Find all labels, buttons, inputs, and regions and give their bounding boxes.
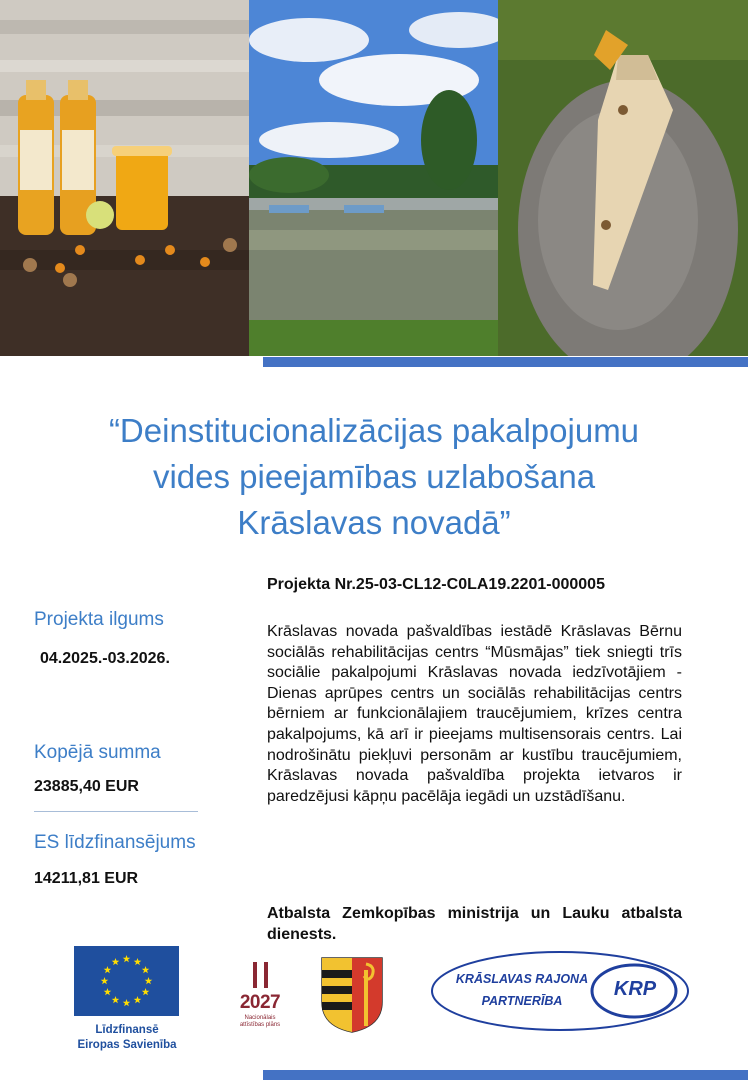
kokle-photo (498, 0, 748, 356)
total-value: 23885,40 EUR (34, 778, 139, 795)
krp-text (452, 968, 592, 1012)
krp-abbreviation: KRP (613, 978, 657, 1000)
coat-of-arms-icon (320, 956, 384, 1034)
cofinance-value: 14211,81 EUR (34, 870, 139, 887)
cofinance-label: ES līdzfinansējums (34, 832, 196, 853)
eu-caption-line-1: Līdzfinansē (95, 1024, 159, 1036)
nap-caption-line-1: Nacionālais (244, 1015, 276, 1021)
title-line-3: Krāslavas novadā” (237, 504, 511, 541)
eu-caption (58, 1023, 196, 1053)
support-statement: Atbalsta Zemkopības ministrija un Lauku atbalsta dienests. (267, 905, 682, 943)
page-title (20, 408, 728, 546)
lake-photo (249, 0, 498, 356)
eu-caption-line-2: Eiropas Savienība (77, 1039, 177, 1051)
project-description: Krāslavas novada pašvaldības iestādē Krāslavas Bērnu sociālās rehabilitācijas centrs “Mūsmājas” tiek sniegti trīs sociālie pakalpojumi Krāslavas novada iedzīvotājiem - Dienas aprūpes centrs un sociālās rehabilitācijas centrs bērniem ar funkcionālajiem traucējumiem, krīzes centra pakalpojums, kā arī ir pieejams multisensorais centrs. Lai nodrošinātu piekļuvi personām ar kustību traucējumiem, Krāslavas novada pašvaldība projekta ietvaros ir paredzējusi kāpņu pacēlāja iegādi un uzstādīšanu. (267, 623, 682, 805)
project-number: Projekta Nr.25-03-CL12-C0LA19.2201-000005 (267, 576, 605, 593)
title-line-2: vides pieejamības uzlabošana (152, 458, 596, 495)
bottom-accent-bar (263, 1070, 748, 1080)
total-label: Kopējā summa (34, 742, 161, 763)
sidebar-divider (34, 811, 198, 812)
duration-label: Projekta ilgums (34, 609, 164, 630)
duration-value: 04.2025.-03.2026. (40, 650, 170, 667)
nap-caption (228, 1015, 292, 1029)
nap-caption-line-2: attīstības plāns (239, 1022, 281, 1028)
juice-photo (0, 0, 249, 356)
title-line-1: “Deinstitucionalizācijas pakalpojumu (108, 412, 640, 449)
eu-flag-icon (74, 946, 179, 1016)
top-accent-bar (263, 357, 748, 367)
krp-line-1: KRĀSLAVAS RAJONA (455, 972, 589, 986)
nap-year: 2027 (239, 992, 281, 1013)
krp-line-2: PARTNERĪBA (481, 994, 563, 1008)
